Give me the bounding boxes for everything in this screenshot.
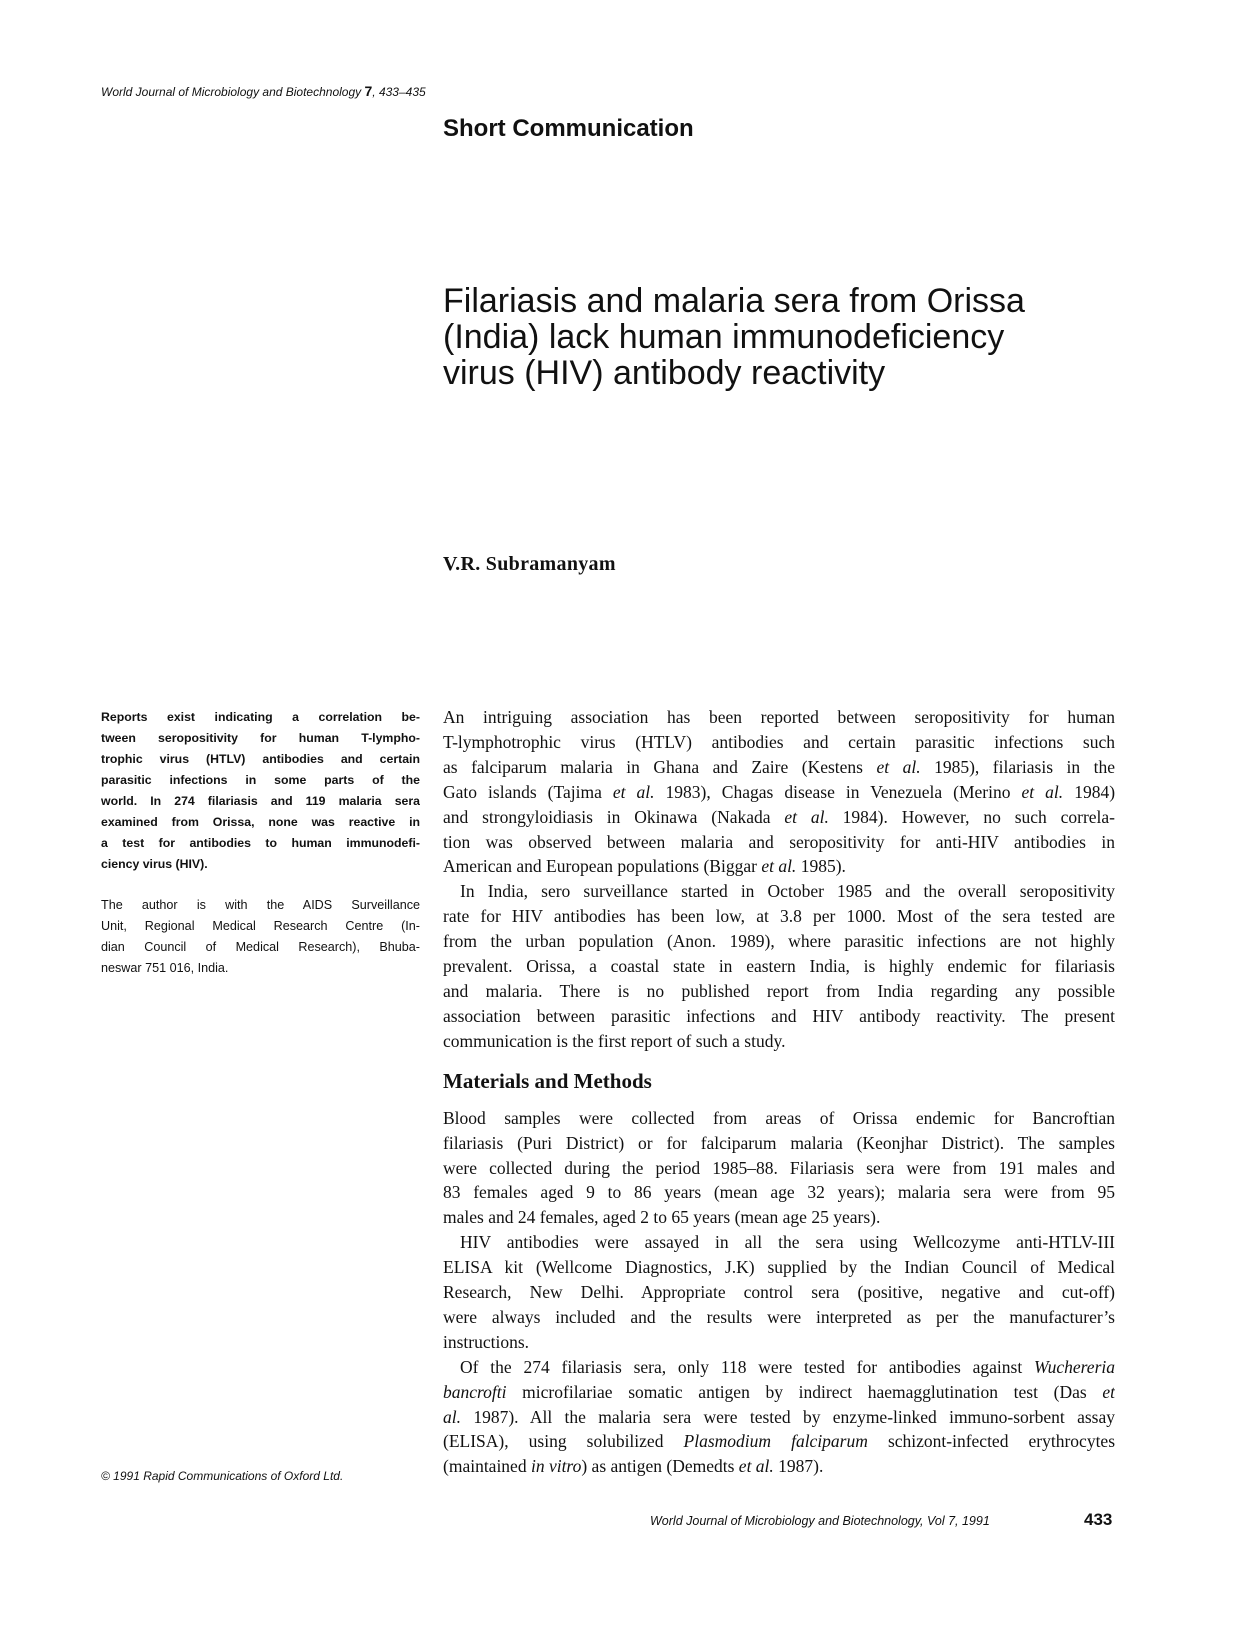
text-segment: a test for antibodies to human immunodefi- <box>101 836 420 850</box>
text-line <box>101 707 420 728</box>
text-segment: neswar 751 016, India. <box>101 961 229 975</box>
text-segment: 1987). All the malaria sera were tested by enzyme-linked immuno-sorbent assay <box>461 1406 1115 1427</box>
text-segment: schizont-infected erythrocytes <box>867 1431 1115 1452</box>
italic-text: et al. <box>1021 781 1064 802</box>
journal-pages: , 433–435 <box>372 85 426 99</box>
text-line <box>101 895 420 916</box>
text-segment: filariasis (Puri District) or for falciparum malaria (Keonjhar District). The samples <box>443 1132 1115 1153</box>
text-segment: microfilariae somatic antigen by indirect haemagglutination test (Das <box>506 1381 1103 1402</box>
text-line <box>443 1380 1115 1405</box>
title-line: (India) lack human immunodeficiency <box>443 318 1005 356</box>
title-line: virus (HIV) antibody reactivity <box>443 354 886 392</box>
text-line <box>101 812 420 833</box>
text-segment: Blood samples were collected from areas of Orissa endemic for Bancroftian <box>443 1107 1115 1128</box>
text-line <box>443 929 1115 954</box>
italic-text: bancrofti <box>443 1381 507 1402</box>
italic-text: Plasmodium falciparum <box>683 1431 868 1452</box>
text-segment: and malaria. There is no published report from India regarding any possible <box>443 980 1115 1001</box>
section-heading: Materials and Methods <box>443 1068 652 1093</box>
text-segment: (ELISA), using solubilized <box>443 1431 684 1452</box>
text-segment: 1983), Chagas disease in Venezuela (Merino <box>654 781 1022 802</box>
text-segment: dian Council of Medical Research), Bhuba- <box>101 940 420 954</box>
italic-text: et al. <box>738 1456 774 1477</box>
text-line <box>443 1131 1115 1156</box>
text-line <box>101 937 420 958</box>
title-line: Filariasis and malaria sera from Orissa <box>443 282 1025 320</box>
italic-text: et al. <box>612 781 655 802</box>
text-line <box>443 830 1115 855</box>
text-line <box>443 1330 1115 1355</box>
text-segment: males and 24 females, aged 2 to 65 years (mean age 25 years). <box>443 1207 881 1228</box>
text-line <box>443 1255 1115 1280</box>
author-affiliation <box>101 895 420 979</box>
text-line <box>101 854 420 875</box>
text-line <box>443 879 1115 904</box>
text-line <box>443 854 1115 879</box>
text-segment: Unit, Regional Medical Research Centre (In- <box>101 919 420 933</box>
text-line <box>101 791 420 812</box>
text-segment: ) as antigen (Demedts <box>581 1456 739 1477</box>
text-segment: rate for HIV antibodies has been low, at 3.8 per 1000. Most of the sera tested are <box>443 906 1115 927</box>
text-line <box>443 805 1115 830</box>
text-line <box>443 1429 1115 1454</box>
text-segment: ciency virus (HIV). <box>101 857 208 871</box>
journal-name: World Journal of Microbiology and Biotechnology <box>101 85 362 99</box>
page-number: 433 <box>1084 1510 1113 1529</box>
text-segment: In India, sero surveillance started in October 1985 and the overall seropositivity <box>460 881 1115 902</box>
text-segment: T-lymphotrophic virus (HTLV) antibodies and certain parasitic infections such <box>443 731 1115 752</box>
text-line <box>443 1230 1115 1255</box>
text-segment: ELISA kit (Wellcome Diagnostics, J.K) supplied by the Indian Council of Medical <box>443 1257 1115 1278</box>
text-line <box>101 770 420 791</box>
text-segment: 1984). However, no such correla- <box>828 806 1115 827</box>
text-segment: parasitic infections in some parts of the <box>101 773 420 787</box>
text-segment: 1984) <box>1063 781 1115 802</box>
article-body <box>443 705 1115 1479</box>
text-line <box>101 958 420 979</box>
text-line <box>101 916 420 937</box>
paragraph <box>443 1230 1115 1355</box>
text-line <box>443 904 1115 929</box>
text-line <box>101 833 420 854</box>
text-line <box>101 749 420 770</box>
text-segment: Of the 274 filariasis sera, only 118 were tested for antibodies against <box>460 1356 1034 1377</box>
text-segment: as falciparum malaria in Ghana and Zaire (Kestens <box>443 756 877 777</box>
journal-volume: 7 <box>364 83 373 99</box>
text-segment: world. In 274 filariasis and 119 malaria sera <box>101 794 420 808</box>
text-segment: examined from Orissa, none was reactive in <box>101 815 420 829</box>
italic-text: in vitro <box>530 1456 582 1477</box>
paragraph <box>443 879 1115 1053</box>
text-line <box>443 1305 1115 1330</box>
text-line <box>443 1029 1115 1054</box>
running-head <box>101 83 426 99</box>
text-segment: were collected during the period 1985–88. Filariasis sera were from 191 males and <box>443 1157 1115 1178</box>
text-segment: 1985). <box>796 856 846 877</box>
italic-text: et al. <box>761 856 797 877</box>
text-segment: prevalent. Orissa, a coastal state in eastern India, is highly endemic for filariasis <box>443 956 1115 977</box>
text-segment: 1985), filariasis in the <box>920 756 1115 777</box>
footer-journal: World Journal of Microbiology and Biotechnology, Vol 7, 1991 <box>650 1514 990 1528</box>
paragraph <box>443 1355 1115 1480</box>
copyright-notice: © 1991 Rapid Communications of Oxford Ltd. <box>101 1469 344 1483</box>
italic-text: et al. <box>784 806 829 827</box>
text-line <box>443 1355 1115 1380</box>
text-segment: (maintained <box>443 1456 531 1477</box>
text-line <box>443 1454 1115 1479</box>
text-line <box>443 755 1115 780</box>
text-segment: American and European populations (Biggar <box>443 856 762 877</box>
text-line <box>443 1106 1115 1131</box>
text-segment: association between parasitic infections and HIV antibody reactivity. The present <box>443 1005 1115 1026</box>
text-segment: tion was observed between malaria and seropositivity for anti-HIV antibodies in <box>443 831 1115 852</box>
text-segment: from the urban population (Anon. 1989), where parasitic infections are not highly <box>443 931 1115 952</box>
text-segment: tween seropositivity for human T-lympho- <box>101 731 420 745</box>
text-segment: and strongyloidiasis in Okinawa (Nakada <box>443 806 785 827</box>
text-line <box>443 1405 1115 1430</box>
text-line <box>443 780 1115 805</box>
text-line <box>443 1156 1115 1181</box>
paragraph <box>443 1106 1115 1231</box>
italic-text: et <box>1102 1381 1115 1402</box>
text-line <box>101 728 420 749</box>
text-segment: HIV antibodies were assayed in all the sera using Wellcozyme anti-HTLV-III <box>460 1232 1115 1253</box>
abstract <box>101 707 420 875</box>
italic-text: et al. <box>876 756 921 777</box>
text-line <box>443 1180 1115 1205</box>
text-segment: trophic virus (HTLV) antibodies and certain <box>101 752 420 766</box>
text-line <box>443 730 1115 755</box>
text-segment: 1987). <box>773 1456 824 1477</box>
text-line <box>443 1205 1115 1230</box>
text-segment: Research, New Delhi. Appropriate control sera (positive, negative and cut-off) <box>443 1282 1115 1303</box>
italic-text: Wuchereria <box>1034 1356 1115 1377</box>
article-title <box>443 283 1143 391</box>
section-label: Short Communication <box>443 115 694 142</box>
text-segment: communication is the first report of such a study. <box>443 1030 786 1051</box>
text-segment: The author is with the AIDS Surveillance <box>101 898 420 912</box>
text-segment: Reports exist indicating a correlation be- <box>101 710 420 724</box>
text-segment: Gato islands (Tajima <box>443 781 613 802</box>
text-line <box>443 1280 1115 1305</box>
text-segment: An intriguing association has been reported between seropositivity for human <box>443 707 1115 727</box>
text-line <box>443 954 1115 979</box>
paragraph <box>443 705 1115 879</box>
italic-text: al. <box>443 1406 461 1427</box>
text-line <box>443 979 1115 1004</box>
text-line <box>443 1004 1115 1029</box>
text-line <box>443 705 1115 730</box>
text-segment: instructions. <box>443 1331 530 1352</box>
text-segment: 83 females aged 9 to 86 years (mean age 32 years); malaria sera were from 95 <box>443 1182 1115 1203</box>
text-segment: were always included and the results were interpreted as per the manufacturer’s <box>443 1306 1115 1327</box>
author-name: V.R. Subramanyam <box>443 553 616 575</box>
